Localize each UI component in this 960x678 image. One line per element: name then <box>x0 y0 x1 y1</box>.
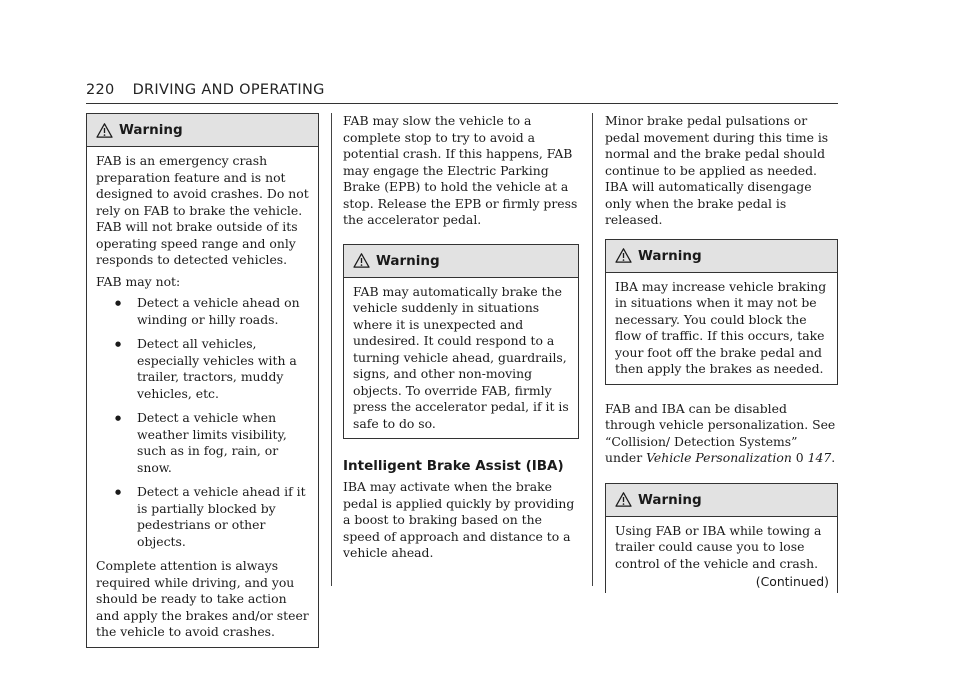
paragraph-text: FAB and IBA can be disabled through vehicle personalization. See “Collision/ Detection Systems” under <box>605 400 836 465</box>
page-header <box>86 82 838 104</box>
body-paragraph: FAB may slow the vehicle to a complete stop to try to avoid a potential crash. If this happens, FAB may engage the Electric Parking Brake (EPB) to hold the vehicle at a stop. Release the EPB or firmly press the accelerator pedal. <box>343 113 578 227</box>
page-number: 220 <box>86 82 115 98</box>
body-paragraph <box>605 401 838 467</box>
warning-triangle-icon <box>615 492 632 507</box>
warning-header <box>87 114 318 147</box>
column-1 <box>86 113 319 648</box>
paragraph-text: . <box>831 450 836 465</box>
column-divider <box>331 113 332 586</box>
continued-label: (Continued) <box>755 574 829 589</box>
warning-paragraph: Complete attention is always required while driving, and you should be ready to take action and apply the brakes and/or steer the vehicle to avoid crashes. <box>96 558 309 639</box>
warning-box <box>86 113 319 648</box>
list-item: ● Detect a vehicle ahead on winding or hilly roads. <box>96 295 310 328</box>
body-paragraph: Minor brake pedal pulsations or pedal movement during this time is normal and the brake pedal should continue to be applied as needed. IBA will automatically disengage only when the brake pedal is released. <box>605 113 829 227</box>
list-item: ● Detect all vehicles, especially vehicles with a trailer, tractors, muddy vehicles, etc. <box>96 336 310 402</box>
bullet-list <box>96 295 310 550</box>
warning-triangle-icon <box>96 123 113 138</box>
warning-header <box>606 240 837 273</box>
warning-paragraph: IBA may increase vehicle braking in situations when it may not be necessary. You could block the flow of traffic. If this occurs, take your foot off the brake pedal and then apply the brakes as needed. <box>615 278 827 376</box>
warning-title: Warning <box>638 247 702 264</box>
section-heading: Intelligent Brake Assist (IBA) <box>343 458 564 474</box>
cross-reference-link[interactable]: Vehicle Personalization <box>646 450 792 465</box>
warning-paragraph: FAB is an emergency crash preparation feature and is not designed to avoid crashes. Do not rely on FAB to brake the vehicle. FAB will not brake outside of its operating speed range and only responds to detected vehicles. <box>96 153 309 267</box>
warning-body <box>606 273 837 384</box>
warning-body <box>606 517 837 593</box>
body-paragraph: IBA may activate when the brake pedal is applied quickly by providing a boost to braking based on the speed of approach and distance to a vehicle ahead. <box>343 479 575 560</box>
column-3 <box>605 113 838 593</box>
list-item: ● Detect a vehicle when weather limits visibility, such as in fog, rain, or snow. <box>96 410 310 476</box>
cross-reference-page[interactable]: 147 <box>807 450 832 465</box>
warning-title: Warning <box>119 122 183 138</box>
warning-paragraph: FAB may not: <box>96 273 181 289</box>
warning-box <box>605 239 838 385</box>
warning-paragraph: FAB may automatically brake the vehicle suddenly in situations where it is unexpected and undesired. It could respond to a turning vehicle ahead, guardrails, signs, and other non-moving objects. To override FAB, firmly press the accelerator pedal, if it is safe to do so. <box>353 283 569 431</box>
warning-triangle-icon <box>615 248 632 263</box>
warning-body <box>87 147 318 647</box>
list-item: ● Detect a vehicle ahead if it is partially blocked by pedestrians or other objects. <box>96 484 310 550</box>
column-divider <box>592 113 593 586</box>
column-2 <box>343 113 579 562</box>
warning-box <box>605 483 838 593</box>
warning-body <box>344 278 578 439</box>
section-title-header: DRIVING AND OPERATING <box>132 82 325 98</box>
page-ref-arrow-icon: 0 <box>795 450 804 465</box>
warning-title: Warning <box>376 252 440 269</box>
header-rule <box>86 103 838 104</box>
warning-paragraph: Using FAB or IBA while towing a trailer could cause you to lose control of the vehicle and crash. <box>615 522 822 571</box>
warning-title: Warning <box>638 491 702 508</box>
warning-header <box>344 245 578 278</box>
warning-box <box>343 244 579 440</box>
warning-triangle-icon <box>353 253 370 268</box>
warning-header <box>606 484 837 517</box>
